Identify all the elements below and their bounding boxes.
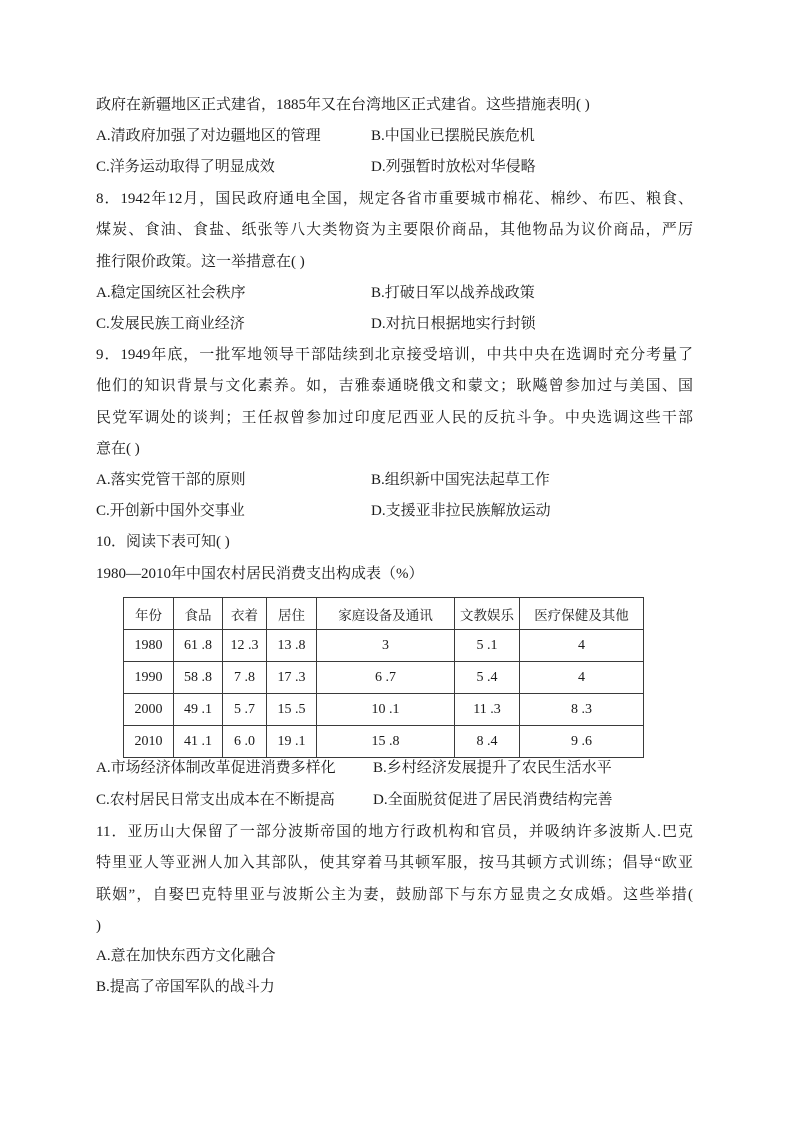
q8-option-a: A.稳定国统区社会秩序 bbox=[96, 285, 246, 301]
table-cell: 61 .8 bbox=[174, 630, 223, 662]
table-cell: 2000 bbox=[124, 694, 174, 726]
table-header-cell: 衣着 bbox=[223, 598, 267, 630]
table-row bbox=[124, 694, 644, 726]
q8-option-b: B.打破日军以战养战政策 bbox=[371, 285, 535, 301]
table-cell: 10 .1 bbox=[317, 694, 455, 726]
table-cell: 4 bbox=[520, 630, 644, 662]
q8-option-d: D.对抗日根据地实行封锁 bbox=[371, 316, 536, 332]
q9-stem-line: 9．1949年底，一批军地领导干部陆续到北京接受培训，中共中央在选调时充分考量了 bbox=[96, 347, 693, 363]
q9-option-a: A.落实党管干部的原则 bbox=[96, 472, 246, 488]
q9-option-d: D.支援亚非拉民族解放运动 bbox=[371, 503, 551, 519]
q11-stem-line: ) bbox=[96, 918, 101, 934]
q9-stem-line: 意在( ) bbox=[96, 441, 140, 457]
q9-stem-line: 他们的知识背景与文化素养。如，吉雅泰通晓俄文和蒙文；耿飚曾参加过与美国、国 bbox=[96, 378, 693, 394]
table-cell: 8 .4 bbox=[455, 726, 520, 758]
q10-stem-line: 10．阅读下表可知( ) bbox=[96, 534, 230, 550]
table-cell: 4 bbox=[520, 662, 644, 694]
q8-stem-line: 煤炭、食油、食盐、纸张等八大类物资为主要限价商品，其他物品为议价商品，严厉 bbox=[96, 222, 693, 238]
table-header-cell: 医疗保健及其他 bbox=[520, 598, 644, 630]
q8-stem-line: 8．1942年12月，国民政府通电全国，规定各省市重要城市棉花、棉纱、布匹、粮食、 bbox=[96, 191, 693, 207]
q8-option-c: C.发展民族工商业经济 bbox=[96, 316, 245, 332]
table-cell: 49 .1 bbox=[174, 694, 223, 726]
table-row bbox=[124, 726, 644, 758]
q11-option-b: B.提高了帝国军队的战斗力 bbox=[96, 979, 275, 995]
table-cell: 6 .0 bbox=[223, 726, 267, 758]
table-header-cell: 文教娱乐 bbox=[455, 598, 520, 630]
q7-option-c: C.洋务运动取得了明显成效 bbox=[96, 159, 275, 175]
table-cell: 8 .3 bbox=[520, 694, 644, 726]
consumption-table bbox=[123, 597, 644, 758]
q10-option-d: D.全面脱贫促进了居民消费结构完善 bbox=[373, 792, 613, 808]
q7-option-a: A.清政府加强了对边疆地区的管理 bbox=[96, 128, 321, 144]
table-cell: 58 .8 bbox=[174, 662, 223, 694]
table-cell: 12 .3 bbox=[223, 630, 267, 662]
q7-option-b: B.中国业已摆脱民族危机 bbox=[371, 128, 535, 144]
table-cell: 1990 bbox=[124, 662, 174, 694]
q10-option-c: C.农村居民日常支出成本在不断提高 bbox=[96, 792, 335, 808]
q7-stem-line: 政府在新疆地区正式建省，1885年又在台湾地区正式建省。这些措施表明( ) bbox=[96, 97, 590, 113]
table-cell: 5 .1 bbox=[455, 630, 520, 662]
table-cell: 2010 bbox=[124, 726, 174, 758]
table-cell: 7 .8 bbox=[223, 662, 267, 694]
table-header-cell: 家庭设备及通讯 bbox=[317, 598, 455, 630]
q11-stem-line: 联姻”，自娶巴克特里亚与波斯公主为妻，鼓励部下与东方显贵之女成婚。这些举措( bbox=[96, 887, 693, 903]
q8-stem-line: 推行限价政策。这一举措意在( ) bbox=[96, 254, 305, 270]
q7-option-d: D.列强暂时放松对华侵略 bbox=[371, 159, 536, 175]
table-header-cell: 年份 bbox=[124, 598, 174, 630]
q11-stem-line: 11．亚历山大保留了一部分波斯帝国的地方行政机构和官员，并吸纳许多波斯人.巴克 bbox=[96, 824, 693, 840]
table-row bbox=[124, 630, 644, 662]
table-cell: 3 bbox=[317, 630, 455, 662]
q10-option-b: B.乡村经济发展提升了农民生活水平 bbox=[373, 760, 612, 776]
table-cell: 6 .7 bbox=[317, 662, 455, 694]
q9-option-b: B.组织新中国宪法起草工作 bbox=[371, 472, 550, 488]
q9-option-c: C.开创新中国外交事业 bbox=[96, 503, 245, 519]
table-header-cell: 食品 bbox=[174, 598, 223, 630]
table-cell: 15 .8 bbox=[317, 726, 455, 758]
table-header-row bbox=[124, 598, 644, 630]
table-cell: 9 .6 bbox=[520, 726, 644, 758]
table-cell: 11 .3 bbox=[455, 694, 520, 726]
table-cell: 13 .8 bbox=[267, 630, 317, 662]
table-cell: 41 .1 bbox=[174, 726, 223, 758]
table-cell: 19 .1 bbox=[267, 726, 317, 758]
table-cell: 1980 bbox=[124, 630, 174, 662]
q9-stem-line: 民党军调处的谈判；王任叔曾参加过印度尼西亚人民的反抗斗争。中央选调这些干部 bbox=[96, 410, 693, 426]
table-cell: 15 .5 bbox=[267, 694, 317, 726]
table-cell: 5 .7 bbox=[223, 694, 267, 726]
table-row bbox=[124, 662, 644, 694]
table-caption: 1980—2010年中国农村居民消费支出构成表（%） bbox=[96, 566, 424, 582]
q10-option-a: A.市场经济体制改革促进消费多样化 bbox=[96, 760, 336, 776]
table-header-cell: 居住 bbox=[267, 598, 317, 630]
q11-option-a: A.意在加快东西方文化融合 bbox=[96, 948, 276, 964]
table-cell: 17 .3 bbox=[267, 662, 317, 694]
q11-stem-line: 特里亚人等亚洲人加入其部队，使其穿着马其顿军服，按马其顿方式训练；倡导“欧亚 bbox=[96, 855, 693, 871]
table-cell: 5 .4 bbox=[455, 662, 520, 694]
